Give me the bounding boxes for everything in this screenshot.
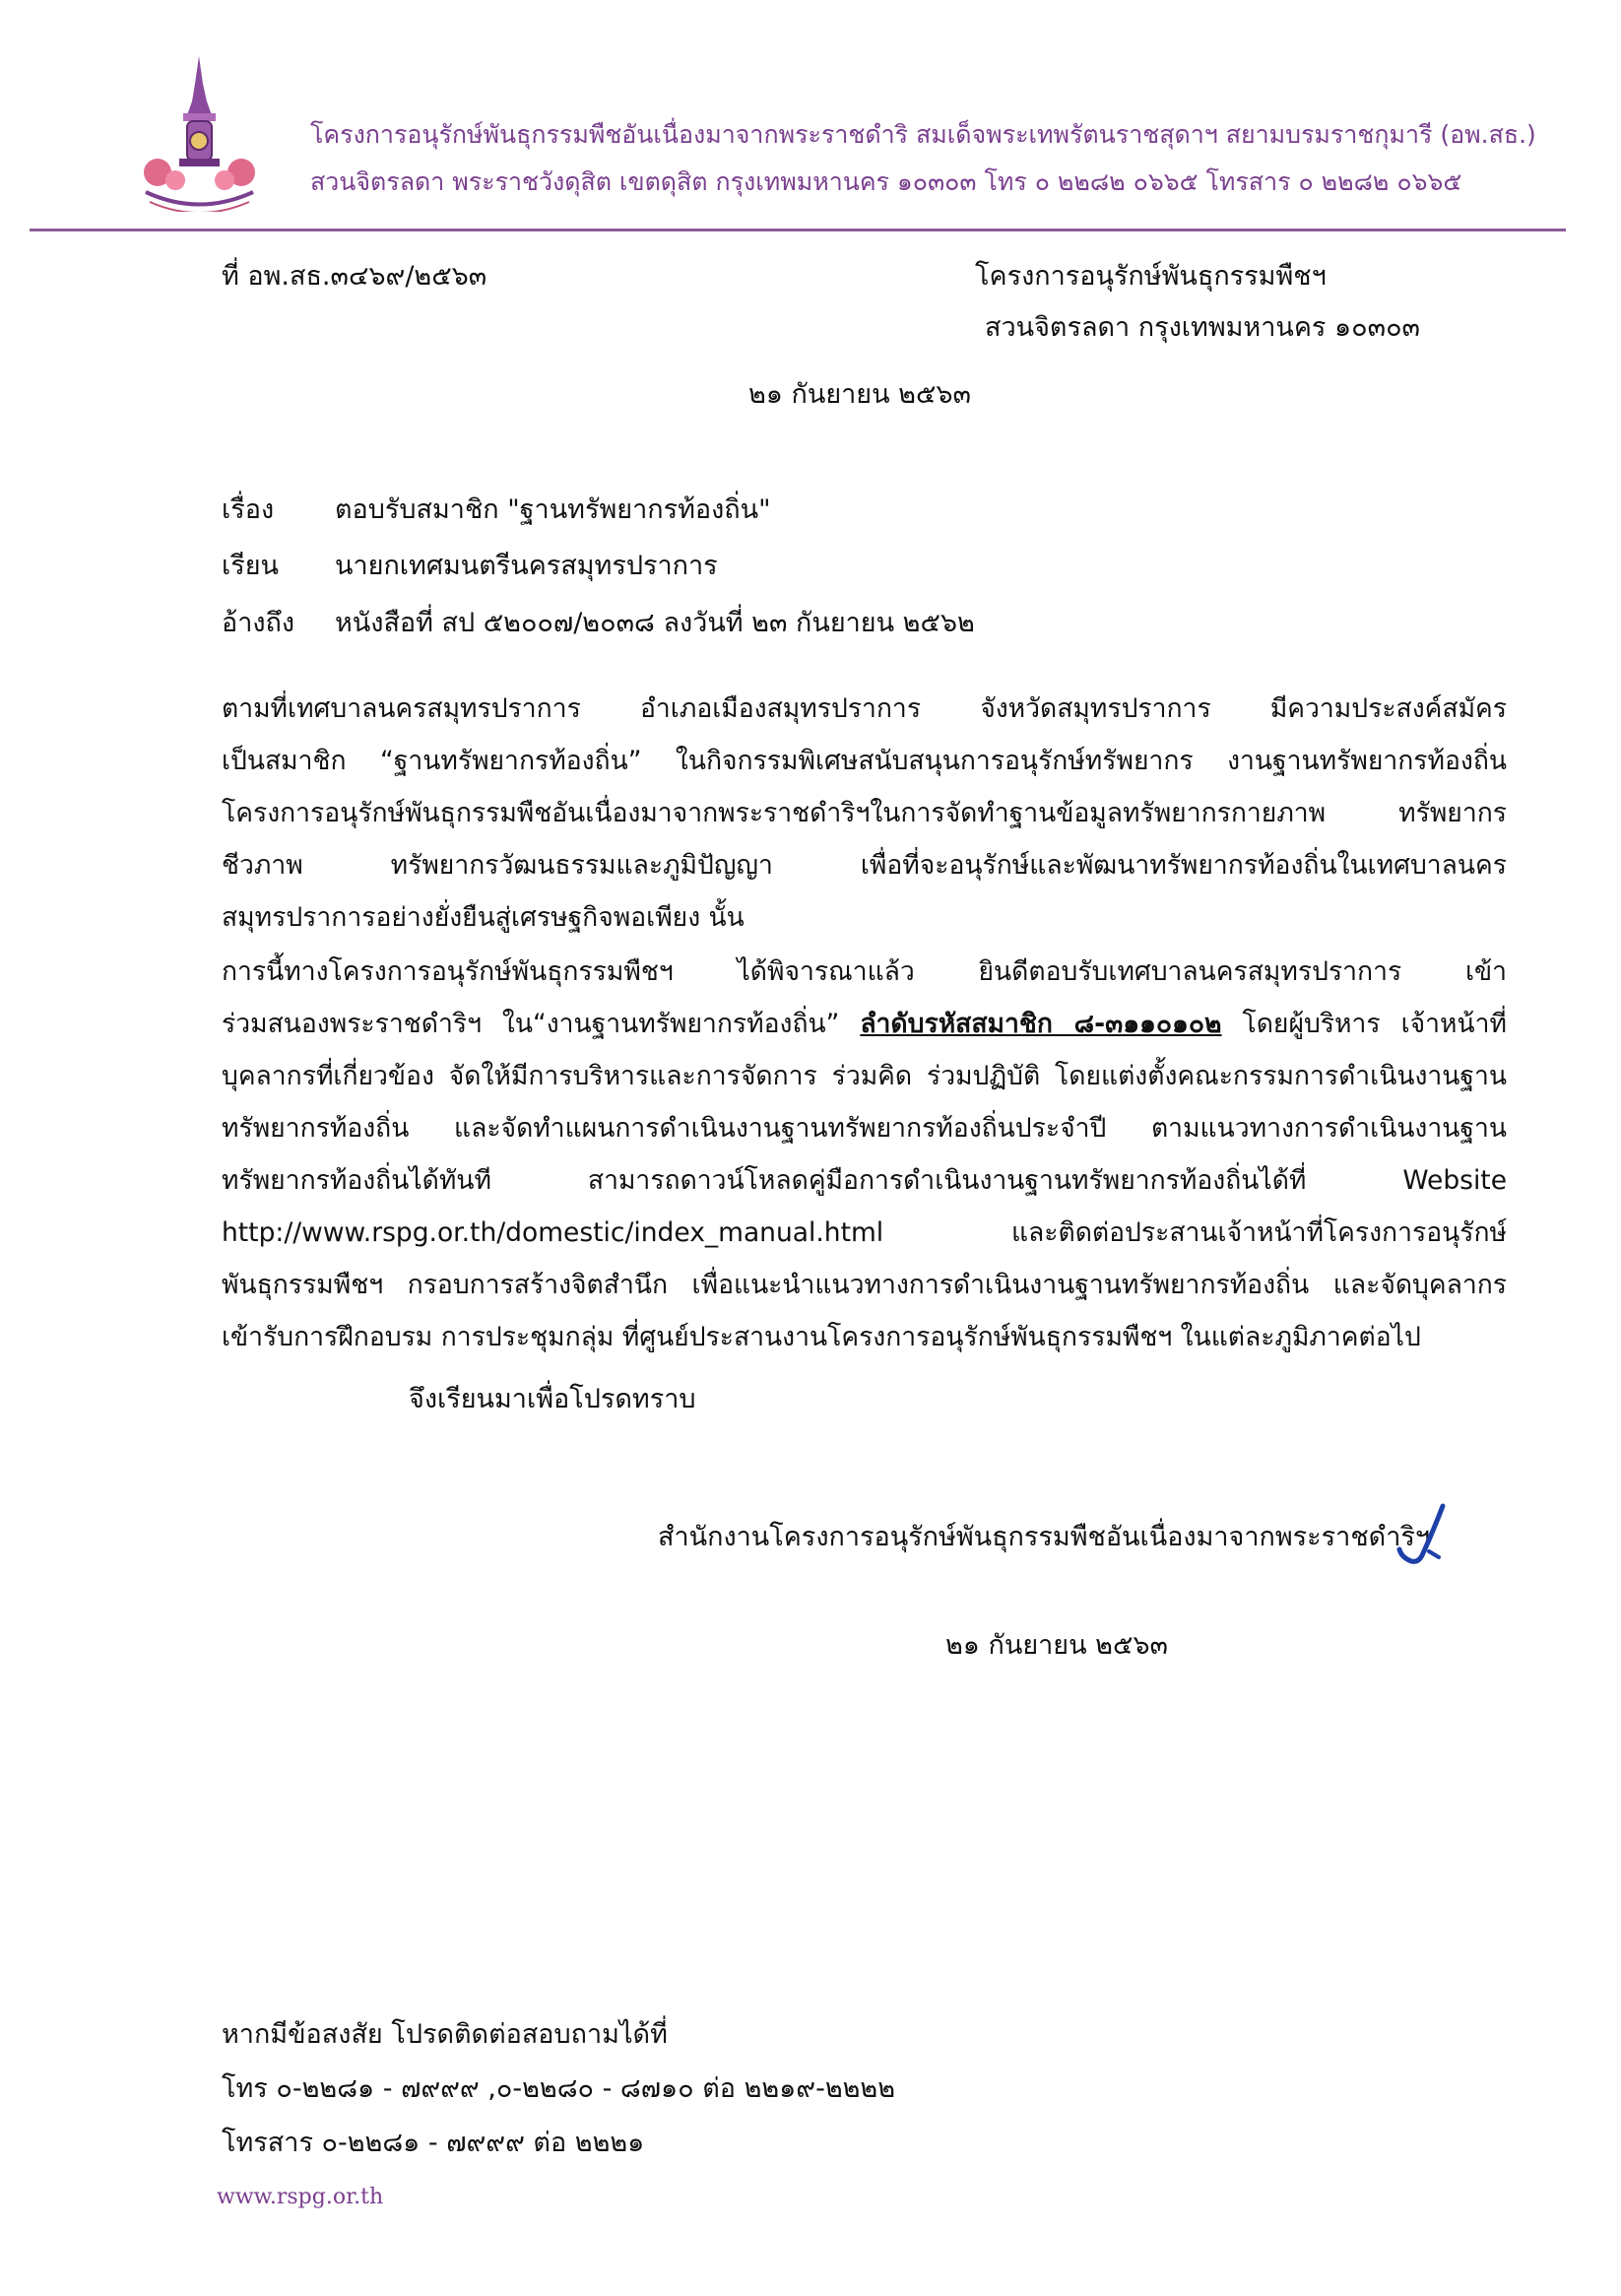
body-paragraph-2 — [222, 946, 1507, 1363]
letterhead-title: โครงการอนุรักษ์พันธุกรรมพืชอันเนื่องมาจากพระราชดำริ สมเด็จพระเทพรัตนราชสุดาฯ สยามบรมราชกุมารี (อพ.สธ.) — [310, 120, 1536, 149]
royal-crest-icon — [138, 54, 261, 212]
subject-label: เรื่อง — [222, 494, 275, 525]
paragraph-line — [222, 998, 1507, 1050]
contact-fax: โทรสาร ๐-๒๒๘๑ - ๗๙๙๙ ต่อ ๒๒๒๑ — [222, 2128, 645, 2158]
paragraph-line: ตามที่เทศบาลนครสมุทรปราการ อำเภอเมืองสมุทรปราการ จังหวัดสมุทรปราการ มีความประสงค์สมัคร — [222, 693, 1507, 724]
paragraph-text: ร่วมสนองพระราชดำริฯ ใน“งานฐานทรัพยากรท้องถิ่น” — [222, 1009, 840, 1039]
signature-mark-icon — [1394, 1502, 1453, 1571]
recipient-label: เรียน — [222, 551, 280, 581]
signature-date: ๒๑ กันยายน ๒๕๖๓ — [945, 1630, 1168, 1661]
letterhead-address: สวนจิตรลดา พระราชวังดุสิต เขตดุสิต กรุงเทพมหานคร ๑๐๓๐๓ โทร ๐ ๒๒๘๒ ๐๖๖๕ โทรสาร ๐ ๒๒๘๒ ๐๖๖๕ — [310, 167, 1462, 196]
contact-phone: โทร ๐-๒๒๘๑ - ๗๙๙๙ ,๐-๒๒๘๐ - ๘๗๑๐ ต่อ ๒๒๑๙-๒๒๒๒ — [222, 2073, 896, 2104]
sender-address: สวนจิตรลดา กรุงเทพมหานคร ๑๐๓๐๓ — [985, 312, 1421, 343]
reference-label: อ้างถึง — [222, 608, 295, 638]
website-link[interactable]: www.rspg.or.th — [217, 2185, 384, 2209]
signature-organization: สำนักงานโครงการอนุรักษ์พันธุกรรมพืชอันเนื่องมาจากพระราชดำริฯ — [658, 1522, 1431, 1552]
paragraph-line: ชีวภาพ ทรัพยากรวัฒนธรรมและภูมิปัญญา เพื่อที่จะอนุรักษ์และพัฒนาทรัพยากรท้องถิ่นในเทศบาลนคร — [222, 850, 1507, 881]
paragraph-line: สมุทรปราการอย่างยั่งยืนสู่เศรษฐกิจพอเพียง นั้น — [222, 902, 745, 933]
paragraph-line: โครงการอนุรักษ์พันธุกรรมพืชอันเนื่องมาจากพระราชดำริฯในการจัดทำฐานข้อมูลทรัพยากรกายภาพ ทรัพยากร — [222, 798, 1507, 828]
member-code: ลำดับรหัสสมาชิก ๘-๓๑๑๐๑๐๒ — [860, 1009, 1222, 1039]
contact-heading: หากมีข้อสงสัย โปรดติดต่อสอบถามได้ที่ — [222, 2019, 668, 2050]
recipient-value: นายกเทศมนตรีนครสมุทรปราการ — [335, 551, 718, 581]
letter-date: ๒๑ กันยายน ๒๕๖๓ — [748, 379, 971, 410]
body-paragraph-1 — [222, 683, 1507, 944]
reference-number: ที่ อพ.สธ.๓๔๖๙/๒๕๖๓ — [222, 261, 487, 292]
closing-phrase: จึงเรียนมาเพื่อโปรดทราบ — [409, 1384, 696, 1414]
paragraph-text: โดยผู้บริหาร เจ้าหน้าที่ — [1221, 1009, 1507, 1039]
sender-name: โครงการอนุรักษ์พันธุกรรมพืชฯ — [975, 261, 1327, 292]
paragraph-line: ทรัพยากรท้องถิ่นได้ทันที สามารถดาวน์โหลดคู่มือการดำเนินงานฐานทรัพยากรท้องถิ่นได้ที่ Website — [222, 1165, 1507, 1196]
paragraph-line: เข้ารับการฝึกอบรม การประชุมกลุ่ม ที่ศูนย์ประสานงานโครงการอนุรักษ์พันธุกรรมพืชฯ ในแต่ละภูมิภาคต่อไป — [222, 1322, 1421, 1352]
paragraph-line: การนี้ทางโครงการอนุรักษ์พันธุกรรมพืชฯ ได้พิจารณาแล้ว ยินดีตอบรับเทศบาลนครสมุทรปราการ เข้า — [222, 956, 1507, 987]
paragraph-line: ทรัพยากรท้องถิ่น และจัดทำแผนการดำเนินงานฐานทรัพยากรท้องถิ่นประจำปี ตามแนวทางการดำเนินงานฐาน — [222, 1113, 1507, 1144]
manual-url-line: http://www.rspg.or.th/domestic/index_manual.html และติดต่อประสานเจ้าหน้าที่โครงการอนุรักษ์ — [222, 1217, 1507, 1248]
letterhead-divider — [30, 229, 1566, 231]
paragraph-line: บุคลากรที่เกี่ยวข้อง จัดให้มีการบริหารและการจัดการ ร่วมคิด ร่วมปฏิบัติ โดยแต่งตั้งคณะกรรมการดำเนินงานฐาน — [222, 1061, 1507, 1091]
subject-value: ตอบรับสมาชิก "ฐานทรัพยากรท้องถิ่น" — [335, 494, 771, 525]
reference-value: หนังสือที่ สป ๕๒๐๐๗/๒๐๓๘ ลงวันที่ ๒๓ กันยายน ๒๕๖๒ — [335, 608, 975, 638]
paragraph-line: เป็นสมาชิก “ฐานทรัพยากรท้องถิ่น” ในกิจกรรมพิเศษสนับสนุนการอนุรักษ์ทรัพยากร งานฐานทรัพยากรท้องถิ่น — [222, 746, 1507, 776]
paragraph-line: พันธุกรรมพืชฯ กรอบการสร้างจิตสำนึก เพื่อแนะนำแนวทางการดำเนินงานฐานทรัพยากรท้องถิ่น และจัดบุคลากร — [222, 1270, 1507, 1300]
